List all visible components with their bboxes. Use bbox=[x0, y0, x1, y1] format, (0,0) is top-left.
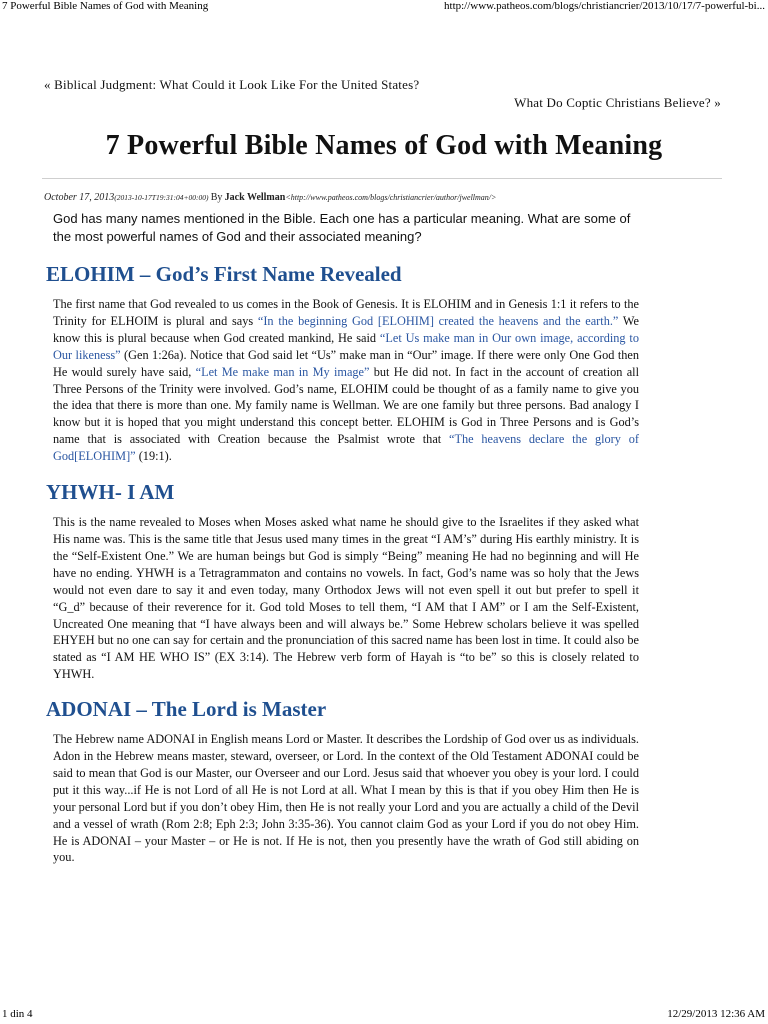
print-header-title: 7 Powerful Bible Names of God with Meaning bbox=[2, 0, 209, 12]
scripture-quote: “The heavens declare the glory of God[ELOHIM]” bbox=[53, 432, 639, 464]
post-date: October 17, 2013 bbox=[44, 192, 115, 203]
article-intro: God has many names mentioned in the Bible. Each one has a particular meaning. What are some of the most powerful names of God and their associated meaning? bbox=[53, 211, 631, 244]
body-text: We know this is plural because when God created mankind, He said bbox=[53, 313, 639, 345]
page-title: 7 Powerful Bible Names of God with Meaning bbox=[105, 130, 663, 161]
print-footer-datetime: 12/29/2013 12:36 AM bbox=[667, 1008, 765, 1020]
author-url: <http://www.patheos.com/blogs/christiancrier/author/jwellman/> bbox=[285, 193, 497, 202]
title-divider bbox=[42, 178, 722, 179]
article-content bbox=[46, 210, 639, 866]
print-footer bbox=[0, 1008, 768, 1022]
previous-post-link[interactable]: « Biblical Judgment: What Could it Look Like For the United States? bbox=[44, 77, 420, 92]
body-text: The first name that God revealed to us comes in the Book of Genesis. It is ELOHIM and in Genesis 1:1 it refers to the Trinity for ELHOIM is plural and says bbox=[53, 297, 639, 328]
section-body-adonai bbox=[53, 731, 639, 866]
scripture-quote: “In the beginning God [ELOHIM] created the heavens and the earth.” bbox=[257, 313, 619, 328]
body-text: (Gen 1:26a). Notice that God said let “Us” make man in “Our” image. If there were only One God then He would surely have said, bbox=[53, 347, 639, 379]
byline bbox=[44, 192, 734, 203]
section-heading-elohim: ELOHIM – God’s First Name Revealed bbox=[46, 262, 402, 286]
byline-by: By bbox=[210, 192, 223, 203]
body-text: The Hebrew name ADONAI in English means Lord or Master. It describes the Lordship of God over us as individuals. Adon in the Hebrew means master, steward, overseer, or Lord. In the context of the Old Testament ADONAI could be said to mean that God is our Master, our Overseer and our Lord. Jesus said that whoever you obey is your lord. I could put it this way...if He is not Lord of all He is not Lord at all. What I mean by this is that if you obey Him then He is your personal Lord but if you don’t obey Him, then He is not really your Lord and you are actually a child of the Devil and a vessel of wrath (Rom 2:8; Eph 2:3; John 3:35-36). You cannot claim God as your Lord if you do not obey Him. He is ADONAI – your Master – or He is not. If He is not, then you presently have the wrath of God still abiding on you. bbox=[53, 732, 639, 865]
print-header bbox=[0, 0, 768, 14]
body-text: (19:1). bbox=[135, 449, 172, 464]
section-body-yhwh bbox=[53, 514, 639, 683]
author-link[interactable]: Jack Wellman bbox=[224, 192, 286, 203]
post-datetime-iso: (2013-10-17T19:31:04+00:00) bbox=[114, 193, 209, 202]
next-post-link[interactable]: What Do Coptic Christians Believe? » bbox=[514, 95, 721, 110]
section-heading-adonai: ADONAI – The Lord is Master bbox=[46, 697, 327, 722]
section-heading-yhwh: YHWH- I AM bbox=[46, 480, 175, 505]
body-text: This is the name revealed to Moses when Moses asked what name he should give to the Israelites if they asked what His name was. This is the same title that Jesus used many times in the great “I AM’s” during His earthly ministry. It is the “Self-Existent One.” We are human beings but God is simply “Being” meaning He had no beginning and will He have no ending. YHWH is a Tetragrammaton and contains no vowels. In fact, God’s name was so holy that the Jews would not even dare to say it and even today, many Orthodox Jews will not even spell it out but prefer to spell it “G_d” because of their reverence for it. God told Moses to tell them, “I AM that I AM” or I am the Self-Existent, Uncreated One meaning that “I have always been and will always be.” Some Hebrew scholars believe it was spelled EHYEH but no one can say for certain and the pronunciation of this sacred name has been lost in time. It could also be stated as “I AM HE WHO IS” (EX 3:14). The Hebrew verb form of Hayah is “to be” so this is closely related to YHWH. bbox=[53, 515, 639, 682]
scripture-quote: “Let Us make man in Our own image, according to Our likeness” bbox=[53, 330, 639, 362]
print-header-url: http://www.patheos.com/blogs/christiancrier/2013/10/17/7-powerful-bi... bbox=[444, 0, 765, 12]
print-footer-page: 1 din 4 bbox=[2, 1008, 33, 1020]
scripture-quote: “Let Me make man in My image” bbox=[195, 364, 370, 379]
section-body-elohim bbox=[53, 296, 639, 465]
body-text: but He did not. In fact in the account of creation all Three Persons of the Trinity were involved. God’s name, ELOHIM could be thought of as a family name to give you the idea that there is more than one. My family name is Wellman. We are one family but three persons. Bad analogy I know but it is hoped that you might understand this concept better. ELOHIM is God in Three Persons and is God’s name that is associated with Creation because the Psalmist wrote that bbox=[53, 364, 639, 447]
